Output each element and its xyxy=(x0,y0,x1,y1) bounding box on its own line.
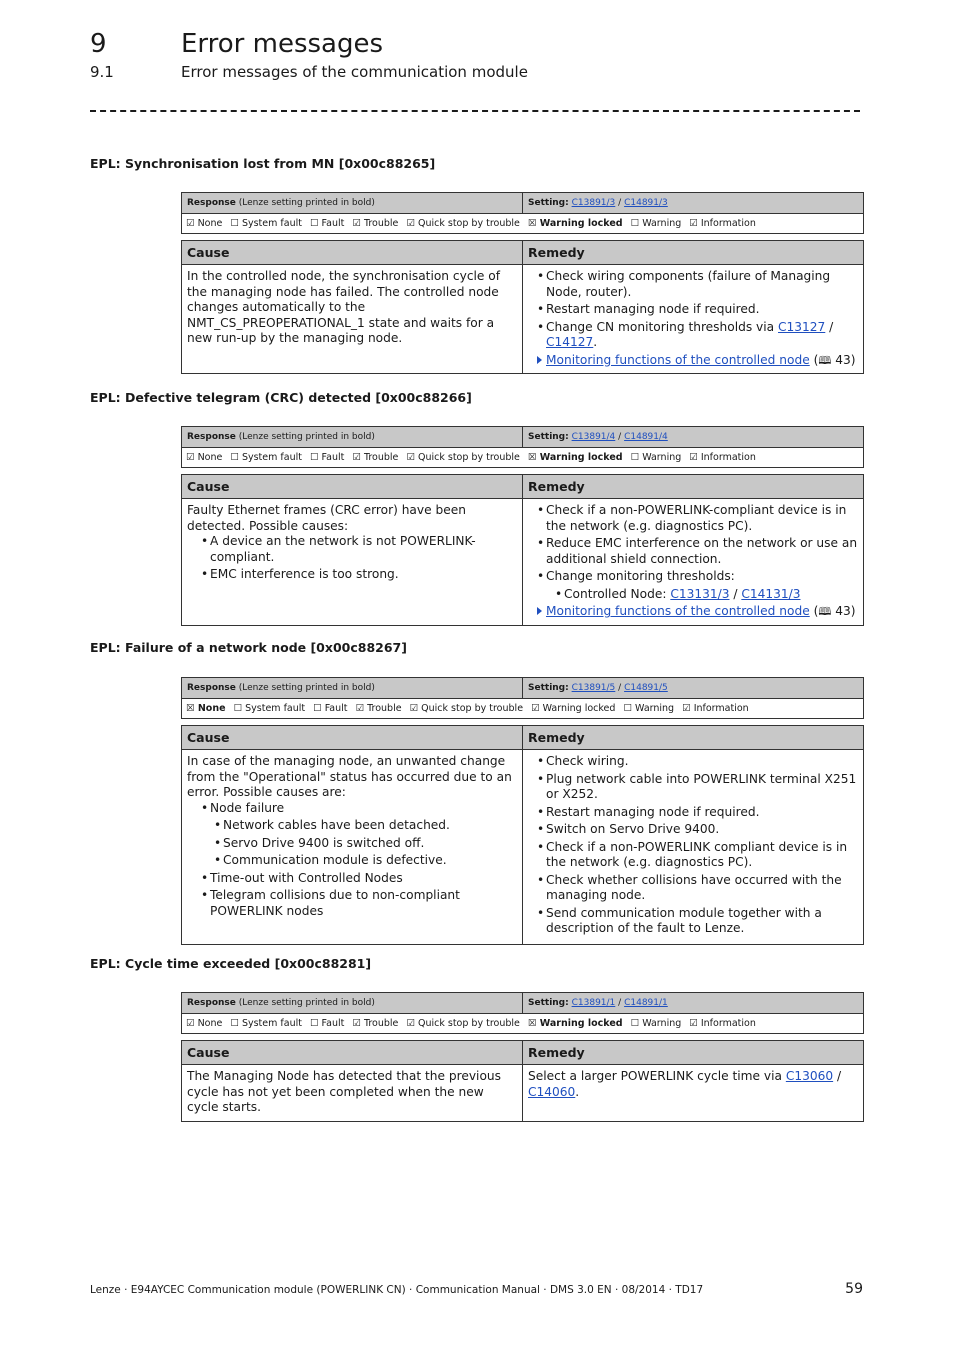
remedy-cell xyxy=(523,750,864,945)
cause-header: Cause xyxy=(182,1041,523,1065)
cause-list xyxy=(187,534,517,583)
response-flags-row xyxy=(182,699,864,719)
checkbox-icon: ☑ xyxy=(186,452,195,463)
remedy-cell xyxy=(523,499,864,626)
flag-information xyxy=(689,452,756,463)
page-number: 59 xyxy=(845,1281,863,1297)
flag-label: Warning locked xyxy=(539,1018,623,1029)
error-title-sync-lost: EPL: Synchronisation lost from MN [0x00c88265] xyxy=(90,156,436,171)
remedy-item xyxy=(528,805,858,821)
page-ref: 43 xyxy=(835,604,851,618)
book-icon: 🕮 xyxy=(818,353,832,367)
remedy-text: Check wiring components (failure of Managing Node, router). xyxy=(546,269,831,299)
cause-item-text: Network cables have been detached. xyxy=(223,818,450,832)
checkbox-icon: ☐ xyxy=(230,452,239,463)
remedy-list xyxy=(528,754,858,937)
flag-none xyxy=(186,452,222,463)
cause-text: In case of the managing node, an unwanted change from the "Operational" status has occurred due to an error. Possible causes are: xyxy=(187,754,512,799)
link-separator: / xyxy=(733,586,738,601)
cause-remedy-row xyxy=(182,499,864,626)
response-flags-cell xyxy=(182,699,864,719)
error-title-crc: EPL: Defective telegram (CRC) detected [0x00c88266] xyxy=(90,390,472,405)
checkbox-icon: ☐ xyxy=(630,218,640,229)
flag-label: Information xyxy=(693,703,749,714)
flag-fault xyxy=(313,703,347,714)
checkbox-icon: ☑ xyxy=(406,218,415,229)
remedy-text: Send communication module together with a description of the fault to Lenze. xyxy=(546,905,822,935)
remedy-subitem xyxy=(528,587,858,603)
flag-label: Quick stop by trouble xyxy=(418,1018,520,1029)
cause-item-text: Communication module is defective. xyxy=(223,853,447,867)
remedy-text: Controlled Node: xyxy=(564,586,667,601)
cause-remedy-row xyxy=(182,265,864,374)
response-flags-row xyxy=(182,1014,864,1034)
monitoring-functions-link[interactable]: Monitoring functions of the controlled node xyxy=(546,352,810,367)
flag-system-fault xyxy=(234,703,306,714)
flag-information xyxy=(689,1018,756,1029)
flag-system-fault xyxy=(230,1018,302,1029)
setting-link[interactable]: C14891/1 xyxy=(624,998,668,1008)
flag-none xyxy=(186,703,226,714)
flag-label: Warning locked xyxy=(542,703,616,714)
flag-warning-locked xyxy=(528,1018,623,1029)
flag-label: None xyxy=(197,452,223,463)
flag-information xyxy=(682,703,749,714)
cause-item xyxy=(187,888,517,919)
flag-system-fault xyxy=(230,452,302,463)
response-label-cell xyxy=(182,678,523,699)
cause-item-text: Telegram collisions due to non-compliant POWERLINK nodes xyxy=(210,888,460,918)
page-footer: Lenze · E94AYCEC Communication module (POWERLINK CN) · Communication Manual · DMS 3.0 EN · 08/2014 · TD17 xyxy=(90,1284,704,1296)
cause-item-text: Node failure xyxy=(210,800,285,815)
cause-remedy-header-row xyxy=(182,475,864,499)
cause-item-text: A device an the network is not POWERLINK-compliant. xyxy=(210,534,476,564)
chapter-number: 9 xyxy=(90,29,107,59)
checkbox-icon: ☑ xyxy=(406,1018,415,1029)
response-header-row xyxy=(182,678,864,699)
checkbox-icon: ☒ xyxy=(186,703,195,714)
flag-fault xyxy=(310,218,344,229)
error-title-node-failure: EPL: Failure of a network node [0x00c88267] xyxy=(90,640,407,655)
flag-label: Fault xyxy=(321,452,345,463)
flag-warning xyxy=(631,218,682,229)
remedy-item xyxy=(528,840,858,871)
response-label-cell xyxy=(182,993,523,1014)
code-link[interactable]: C14131/3 xyxy=(741,586,801,601)
checkbox-icon: ☑ xyxy=(689,452,698,463)
cause-subitem xyxy=(187,836,517,852)
cause-remedy-header-row xyxy=(182,1041,864,1065)
see-also-reference: Monitoring functions of the controlled node (🕮 43) xyxy=(528,604,858,620)
setting-link[interactable]: C14891/5 xyxy=(624,683,668,693)
checkbox-icon: ☐ xyxy=(623,703,632,714)
flag-label: Trouble xyxy=(363,218,399,229)
flag-label: Trouble xyxy=(363,1018,399,1029)
response-table xyxy=(181,992,864,1034)
checkbox-icon: ☑ xyxy=(186,1018,195,1029)
checkbox-icon: ☑ xyxy=(531,703,540,714)
remedy-cell xyxy=(523,265,864,374)
response-label: Response xyxy=(187,683,236,693)
cause-list xyxy=(187,871,517,920)
remedy-text: Check if a non-POWERLINK compliant device is in the network (e.g. diagnostics PC). xyxy=(546,839,848,869)
flag-label: System fault xyxy=(245,703,306,714)
setting-cell xyxy=(523,427,864,448)
remedy-header: Remedy xyxy=(523,1041,864,1065)
checkbox-icon: ☐ xyxy=(230,1018,239,1029)
response-header-row xyxy=(182,993,864,1014)
flag-label: None xyxy=(197,703,226,714)
section-title: Error messages of the communication module xyxy=(181,63,528,81)
cause-header: Cause xyxy=(182,475,523,499)
remedy-text: Change CN monitoring thresholds via xyxy=(546,319,775,334)
remedy-text: Restart managing node if required. xyxy=(546,302,760,316)
cause-header: Cause xyxy=(182,241,523,265)
flag-label: Warning locked xyxy=(539,218,623,229)
checkbox-icon: ☐ xyxy=(630,1018,640,1029)
setting-separator: / xyxy=(618,998,622,1008)
cause-subitem xyxy=(187,853,517,869)
response-label: Response xyxy=(187,432,236,442)
chapter-title: Error messages xyxy=(181,29,384,59)
header-divider xyxy=(90,110,860,112)
flag-label: Fault xyxy=(321,218,345,229)
flag-fault xyxy=(310,1018,344,1029)
page-ref: 43 xyxy=(835,352,851,367)
remedy-text: Plug network cable into POWERLINK terminal X251 or X252. xyxy=(546,771,857,801)
response-flags-row xyxy=(182,214,864,234)
cause-item xyxy=(187,567,517,583)
remedy-text: Check whether collisions have occurred with the managing node. xyxy=(546,872,842,902)
setting-link[interactable]: C13891/5 xyxy=(571,683,616,693)
cause-remedy-row xyxy=(182,1065,864,1122)
cause-text: The Managing Node has detected that the previous cycle has not yet been completed when the new cycle starts. xyxy=(187,1069,501,1114)
checkbox-icon: ☑ xyxy=(355,703,365,714)
flag-label: Quick stop by trouble xyxy=(421,703,524,714)
flag-warning-locked xyxy=(531,703,615,714)
flag-label: Information xyxy=(700,218,756,229)
code-link[interactable]: C13127 xyxy=(778,319,826,334)
response-label-cell xyxy=(182,427,523,448)
response-label: Response xyxy=(187,198,236,208)
setting-link[interactable]: C13891/3 xyxy=(571,198,616,208)
checkbox-icon: ☐ xyxy=(309,1018,319,1029)
flag-label: Warning xyxy=(642,218,682,229)
remedy-text: Switch on Servo Drive 9400. xyxy=(546,822,720,836)
error-title-cycle-time: EPL: Cycle time exceeded [0x00c88281] xyxy=(90,956,372,971)
checkbox-icon: ☐ xyxy=(230,218,239,229)
cause-cell xyxy=(182,499,523,626)
setting-separator: / xyxy=(618,198,622,208)
response-flags-row xyxy=(182,448,864,468)
checkbox-icon: ☐ xyxy=(309,452,319,463)
remedy-header: Remedy xyxy=(523,475,864,499)
setting-separator: / xyxy=(618,432,622,442)
cause-remedy-header-row xyxy=(182,726,864,750)
remedy-text: Change monitoring thresholds: xyxy=(546,569,735,583)
cause-text: Faulty Ethernet frames (CRC error) have been detected. Possible causes: xyxy=(187,503,466,533)
response-header-row xyxy=(182,427,864,448)
flag-warning-locked xyxy=(528,452,623,463)
remedy-text: Restart managing node if required. xyxy=(546,804,760,819)
checkbox-icon: ☐ xyxy=(313,703,322,714)
flag-label: Information xyxy=(700,452,756,463)
flag-quick-stop-by-trouble xyxy=(410,703,523,714)
checkbox-icon: ☒ xyxy=(527,218,537,229)
flag-quick-stop-by-trouble xyxy=(406,452,519,463)
flag-label: None xyxy=(197,1018,223,1029)
checkbox-icon: ☑ xyxy=(689,218,698,229)
flag-trouble xyxy=(356,703,402,714)
response-table xyxy=(181,426,864,468)
cause-remedy-table xyxy=(181,240,864,374)
remedy-item xyxy=(528,503,858,534)
flag-system-fault xyxy=(230,218,302,229)
checkbox-icon: ☑ xyxy=(352,218,361,229)
setting-label: Setting: xyxy=(528,683,569,693)
flag-label: System fault xyxy=(241,218,302,229)
response-flags-cell xyxy=(182,448,864,468)
setting-link[interactable]: C14891/3 xyxy=(624,198,668,208)
flag-label: Warning xyxy=(635,703,675,714)
flag-label: Trouble xyxy=(363,452,399,463)
cause-item-text: Servo Drive 9400 is switched off. xyxy=(223,835,425,850)
remedy-list xyxy=(528,269,858,351)
checkbox-icon: ☑ xyxy=(689,1018,698,1029)
cause-remedy-table xyxy=(181,474,864,626)
monitoring-functions-link[interactable]: Monitoring functions of the controlled node xyxy=(546,604,810,618)
checkbox-icon: ☑ xyxy=(352,452,361,463)
setting-cell xyxy=(523,993,864,1014)
flag-none xyxy=(186,1018,222,1029)
remedy-text: Check if a non-POWERLINK-compliant device is in the network (e.g. diagnostics PC). xyxy=(546,503,847,533)
cause-cell xyxy=(182,1065,523,1122)
flag-fault xyxy=(310,452,344,463)
cause-subitem xyxy=(187,818,517,834)
setting-separator: / xyxy=(618,683,622,693)
remedy-text: Reduce EMC interference on the network or use an additional shield connection. xyxy=(546,536,858,566)
setting-cell xyxy=(523,678,864,699)
cause-cell xyxy=(182,265,523,374)
remedy-item xyxy=(528,302,858,318)
cause-sublist xyxy=(187,818,517,869)
setting-label: Setting: xyxy=(528,198,569,208)
remedy-header: Remedy xyxy=(523,726,864,750)
response-note: (Lenze setting printed in bold) xyxy=(238,998,375,1008)
checkbox-icon: ☐ xyxy=(309,218,319,229)
flag-quick-stop-by-trouble xyxy=(406,218,519,229)
link-separator: / xyxy=(829,319,834,334)
remedy-item xyxy=(528,569,858,585)
remedy-text: . xyxy=(575,1084,580,1099)
checkbox-icon: ☒ xyxy=(527,1018,537,1029)
response-note: (Lenze setting printed in bold) xyxy=(238,683,375,693)
cause-remedy-table xyxy=(181,725,864,945)
response-note: (Lenze setting printed in bold) xyxy=(238,432,375,442)
checkbox-icon: ☑ xyxy=(186,218,195,229)
cause-remedy-table xyxy=(181,1040,864,1122)
response-label-cell xyxy=(182,193,523,214)
remedy-text: Check wiring. xyxy=(546,754,629,768)
cause-item-text: EMC interference is too strong. xyxy=(210,567,399,581)
see-also-reference: Monitoring functions of the controlled node (🕮 43) xyxy=(528,353,858,369)
flag-trouble xyxy=(352,452,398,463)
cause-list xyxy=(187,801,517,817)
response-header-row xyxy=(182,193,864,214)
response-table xyxy=(181,677,864,719)
code-link[interactable]: C13060 xyxy=(785,1069,834,1083)
cause-item xyxy=(187,871,517,887)
flag-none xyxy=(186,218,222,229)
cause-remedy-row xyxy=(182,750,864,945)
flag-trouble xyxy=(352,1018,398,1029)
flag-warning xyxy=(631,1018,682,1029)
section-number: 9.1 xyxy=(90,63,114,81)
cause-text: In the controlled node, the synchronisation cycle of the managing node has failed. The controlled node changes automatically to the NMT_CS_PREOPERATIONAL_1 state and waits for a new run-up by the managing node. xyxy=(187,269,501,345)
checkbox-icon: ☑ xyxy=(352,1018,361,1029)
remedy-item xyxy=(528,754,858,770)
response-label: Response xyxy=(187,998,236,1008)
checkbox-icon: ☑ xyxy=(409,703,419,714)
flag-label: Fault xyxy=(321,1018,345,1029)
remedy-cell xyxy=(523,1065,864,1122)
flag-label: None xyxy=(197,218,223,229)
flag-label: System fault xyxy=(241,1018,302,1029)
flag-label: Warning xyxy=(642,452,682,463)
setting-link[interactable]: C14891/4 xyxy=(624,432,668,442)
response-table xyxy=(181,192,864,234)
remedy-text: Select a larger POWERLINK cycle time via xyxy=(528,1069,782,1083)
flag-label: Fault xyxy=(324,703,348,714)
flag-label: Information xyxy=(700,1018,756,1029)
cause-header: Cause xyxy=(182,726,523,750)
cause-item-text: Time-out with Controlled Nodes xyxy=(210,870,403,885)
flag-label: Warning xyxy=(642,1018,682,1029)
flag-label: Trouble xyxy=(367,703,402,714)
response-note: (Lenze setting printed in bold) xyxy=(238,198,375,208)
flag-label: Warning locked xyxy=(539,452,623,463)
cause-cell xyxy=(182,750,523,945)
remedy-sublist xyxy=(528,587,858,603)
link-separator: / xyxy=(837,1069,842,1083)
flag-warning xyxy=(623,703,674,714)
flag-information xyxy=(689,218,756,229)
remedy-item xyxy=(528,269,858,300)
code-link[interactable]: C14060 xyxy=(528,1084,576,1099)
flag-warning xyxy=(631,452,682,463)
flag-label: System fault xyxy=(241,452,302,463)
cause-item xyxy=(187,534,517,565)
setting-cell xyxy=(523,193,864,214)
remedy-list xyxy=(528,503,858,585)
code-link[interactable]: C14127 xyxy=(546,335,594,349)
remedy-header: Remedy xyxy=(523,241,864,265)
setting-label: Setting: xyxy=(528,432,569,442)
remedy-item xyxy=(528,772,858,803)
setting-label: Setting: xyxy=(528,998,569,1008)
checkbox-icon: ☒ xyxy=(527,452,537,463)
flag-warning-locked xyxy=(528,218,623,229)
remedy-item xyxy=(528,906,858,937)
remedy-item xyxy=(528,536,858,567)
setting-link[interactable]: C13891/1 xyxy=(571,998,616,1008)
checkbox-icon: ☐ xyxy=(233,703,243,714)
response-flags-cell xyxy=(182,214,864,234)
response-flags-cell xyxy=(182,1014,864,1034)
flag-label: Quick stop by trouble xyxy=(418,452,520,463)
flag-label: Quick stop by trouble xyxy=(418,218,520,229)
checkbox-icon: ☐ xyxy=(630,452,640,463)
checkbox-icon: ☑ xyxy=(406,452,415,463)
remedy-text: . xyxy=(593,335,598,349)
checkbox-icon: ☑ xyxy=(682,703,691,714)
remedy-item xyxy=(528,873,858,904)
flag-quick-stop-by-trouble xyxy=(406,1018,519,1029)
book-icon: 🕮 xyxy=(818,605,832,618)
code-link[interactable]: C13131/3 xyxy=(670,586,730,601)
remedy-item xyxy=(528,320,858,351)
flag-trouble xyxy=(352,218,398,229)
cause-remedy-header-row xyxy=(182,241,864,265)
remedy-item xyxy=(528,822,858,838)
cause-item xyxy=(187,801,517,817)
setting-link[interactable]: C13891/4 xyxy=(571,432,616,442)
